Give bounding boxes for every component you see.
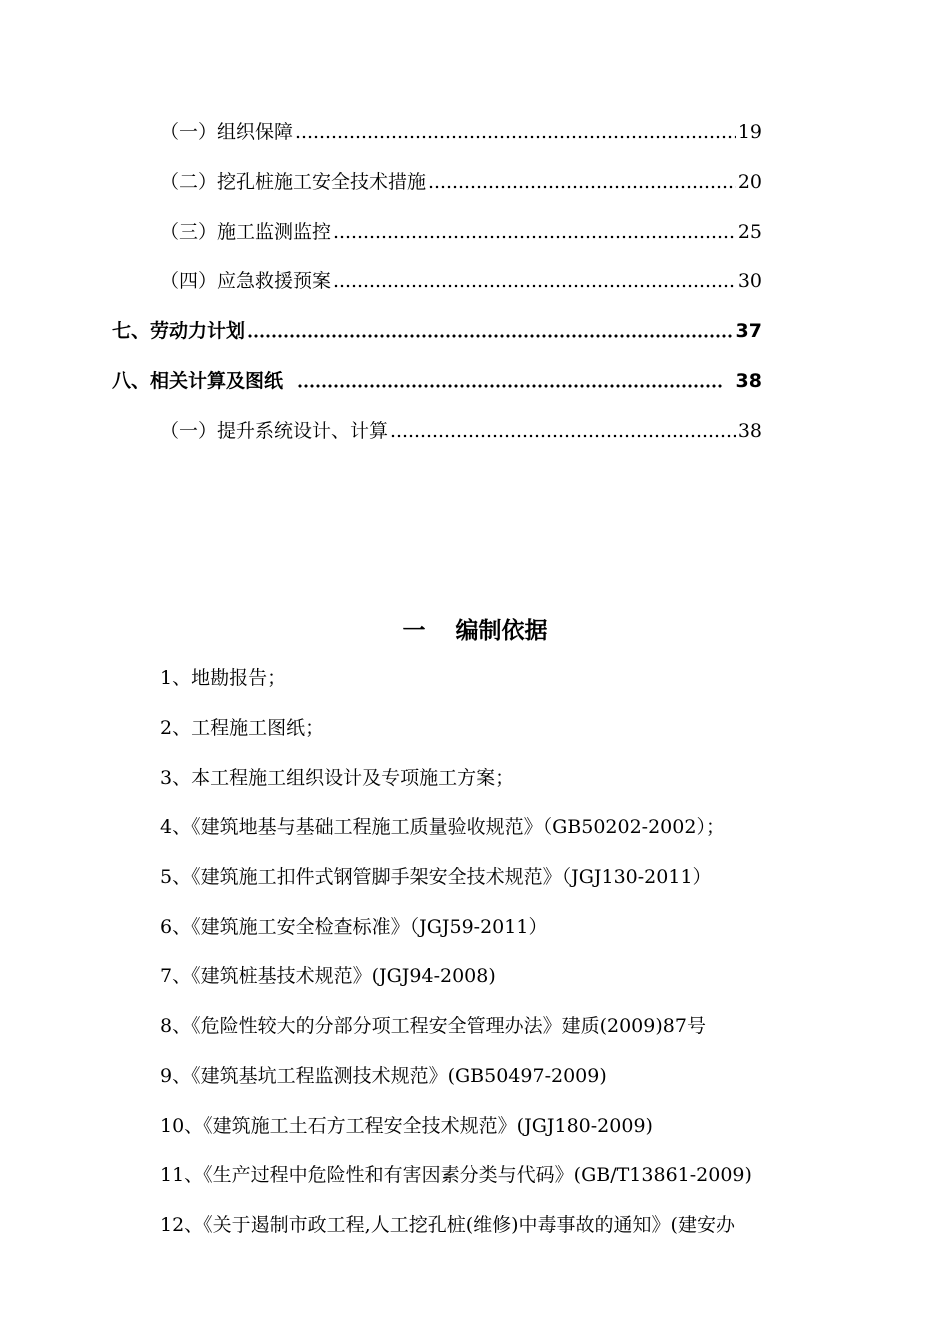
toc-entry[interactable]	[160, 115, 762, 145]
toc-leader-dots	[333, 284, 736, 288]
toc-page-number: 38	[735, 370, 762, 392]
toc-page-number: 19	[737, 121, 762, 143]
toc-entry-label: （三）施工监测监控	[160, 221, 332, 243]
toc-page-number: 38	[737, 420, 762, 442]
toc-page-number: 20	[737, 171, 762, 193]
toc-leader-dots	[390, 434, 736, 438]
list-item: 1、地勘报告；	[160, 667, 287, 689]
section-title: 编制依据	[455, 618, 548, 644]
toc-leader-dots	[295, 135, 736, 139]
toc-entry[interactable]	[160, 215, 762, 245]
list-item: 6、《建筑施工安全检查标准》（JGJ59-2011）	[160, 916, 548, 938]
toc-entry-label: （一）提升系统设计、计算	[160, 420, 389, 442]
list-item: 10、《建筑施工土石方工程安全技术规范》(JGJ180-2009)	[160, 1115, 653, 1137]
list-item: 8、《危险性较大的分部分项工程安全管理办法》建质(2009)87号	[160, 1015, 706, 1037]
toc-entry-chapter[interactable]	[112, 314, 762, 344]
toc-leader-dots	[428, 185, 736, 189]
list-item: 11、《生产过程中危险性和有害因素分类与代码》(GB/T13861-2009)	[160, 1164, 752, 1186]
list-item: 2、工程施工图纸；	[160, 717, 325, 739]
toc-entry-label: 七、劳动力计划	[112, 320, 246, 342]
toc-entry-label: （二）挖孔桩施工安全技术措施	[160, 171, 427, 193]
toc-entry[interactable]	[160, 414, 762, 444]
list-item: 5、《建筑施工扣件式钢管脚手架安全技术规范》（JGJ130-2011）	[160, 866, 712, 888]
list-item: 12、《关于遏制市政工程,人工挖孔桩(维修)中毒事故的通知》(建安办	[160, 1214, 735, 1236]
toc-entry-chapter[interactable]	[112, 364, 762, 394]
toc-entry[interactable]	[160, 264, 762, 294]
toc-page-number: 37	[735, 320, 762, 342]
toc-entry[interactable]	[160, 165, 762, 195]
toc-entry-label: （一）组织保障	[160, 121, 294, 143]
list-item: 3、本工程施工组织设计及专项施工方案；	[160, 767, 515, 789]
section-heading	[0, 612, 950, 645]
toc-entry-label: （四）应急救援预案	[160, 270, 332, 292]
list-item: 7、《建筑桩基技术规范》(JGJ94-2008)	[160, 965, 496, 987]
toc-leader-dots	[297, 384, 722, 388]
toc-page-number: 25	[737, 221, 762, 243]
list-item: 4、《建筑地基与基础工程施工质量验收规范》（GB50202-2002）；	[160, 816, 725, 838]
toc-entry-label: 八、相关计算及图纸	[112, 370, 284, 392]
toc-page-number: 30	[737, 270, 762, 292]
toc-leader-dots	[247, 334, 734, 338]
section-number: 一	[402, 618, 426, 644]
toc-leader-dots	[333, 235, 736, 239]
list-item: 9、《建筑基坑工程监测技术规范》(GB50497-2009)	[160, 1065, 607, 1087]
